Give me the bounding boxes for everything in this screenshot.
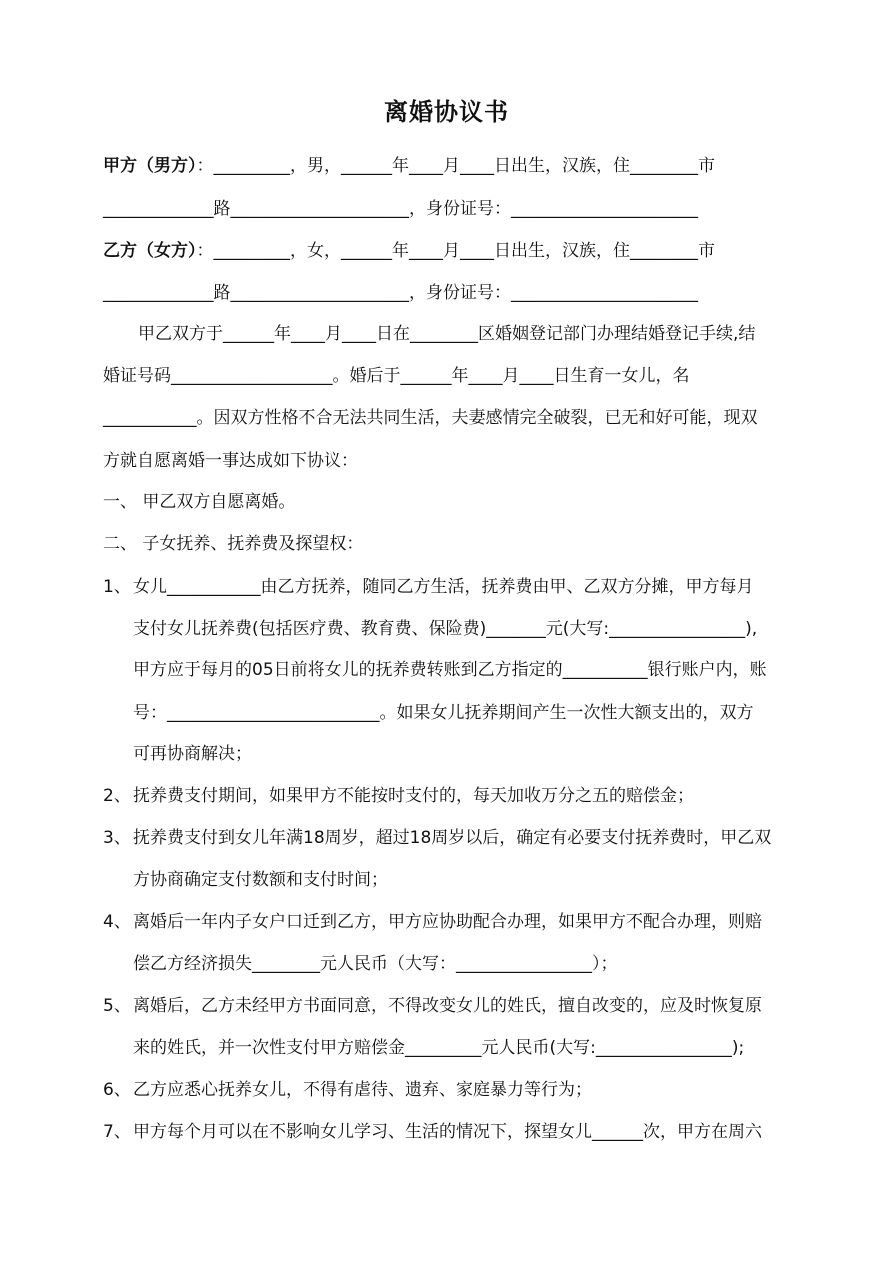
party-b-details: ：_________，女，______年____月____日出生，汉族，住________市 bbox=[196, 241, 715, 261]
clause-number: 3、 bbox=[103, 828, 131, 848]
clause-line: 女儿___________由乙方抚养，随同乙方生活，抚养费由甲、乙双方分摊，甲方每月 bbox=[133, 577, 754, 597]
party-a-label: 甲方（男方） bbox=[103, 156, 197, 176]
clause-line: 抚养费支付期间，如果甲方不能按时支付的，每天加收万分之五的赔偿金； bbox=[133, 786, 694, 806]
clause-number: 4、 bbox=[103, 912, 131, 932]
preamble-line: 婚证号码___________________。婚后于______年____月____日生育一女儿，名 bbox=[103, 366, 690, 386]
party-b-label: 乙方（女方） bbox=[103, 241, 197, 261]
clause-number: 2、 bbox=[103, 786, 131, 806]
section-heading: 一、 甲乙双方自愿离婚。 bbox=[103, 492, 296, 512]
party-a-details: ：_________，男，______年____月____日出生，汉族，住________市 bbox=[196, 156, 715, 176]
document-title: 离婚协议书 bbox=[384, 98, 509, 126]
clause-line: 离婚后一年内子女户口迁到乙方，甲方应协助配合办理，如果甲方不配合办理，则赔 bbox=[133, 912, 762, 932]
clause-line: 方协商确定支付数额和支付时间； bbox=[133, 870, 388, 890]
clause-line: 来的姓氏，并一次性支付甲方赔偿金_________元人民币(大写:________________); bbox=[133, 1038, 745, 1058]
clause-line: 偿乙方经济损失________元人民币（大写：________________）； bbox=[133, 954, 618, 974]
clause-line: 甲方每个月可以在不影响女儿学习、生活的情况下，探望女儿______次，甲方在周六 bbox=[133, 1122, 762, 1142]
clause-line: 乙方应悉心抚养女儿，不得有虐待、遗弃、家庭暴力等行为； bbox=[133, 1080, 592, 1100]
clause-line: 可再协商解决； bbox=[133, 744, 252, 764]
clause-line: 离婚后，乙方未经甲方书面同意，不得改变女儿的姓氏，擅自改变的，应及时恢复原 bbox=[133, 996, 762, 1016]
clause-number: 1、 bbox=[103, 577, 131, 597]
party-a-line-1 bbox=[103, 154, 715, 178]
preamble-line: 甲乙双方于______年____月____日在________区婚姻登记部门办理结婚登记手续,结 bbox=[138, 324, 756, 344]
party-b-line-1 bbox=[103, 239, 715, 263]
party-b-line-2: _____________路_____________________，身份证号：______________________ bbox=[103, 283, 698, 303]
clause-number: 5、 bbox=[103, 996, 131, 1016]
clause-line: 抚养费支付到女儿年满18周岁，超过18周岁以后，确定有必要支付抚养费时，甲乙双 bbox=[133, 828, 772, 848]
preamble-line: 方就自愿离婚一事达成如下协议： bbox=[103, 451, 358, 471]
clause-line: 号：_________________________。如果女儿抚养期间产生一次性大额支出的，双方 bbox=[133, 703, 754, 723]
clause-line: 甲方应于每月的05日前将女儿的抚养费转账到乙方指定的__________银行账户内，账 bbox=[133, 660, 767, 680]
section-heading: 二、 子女抚养、抚养费及探望权： bbox=[103, 534, 364, 554]
clause-number: 6、 bbox=[103, 1080, 131, 1100]
party-a-line-2: _____________路_____________________，身份证号：______________________ bbox=[103, 199, 698, 219]
clause-number: 7、 bbox=[103, 1122, 131, 1142]
preamble-line: ___________。因双方性格不合无法共同生活，夫妻感情完全破裂，已无和好可能，现双 bbox=[103, 408, 758, 428]
clause-line: 支付女儿抚养费(包括医疗费、教育费、保险费)_______元(大写:________________), bbox=[133, 619, 758, 639]
